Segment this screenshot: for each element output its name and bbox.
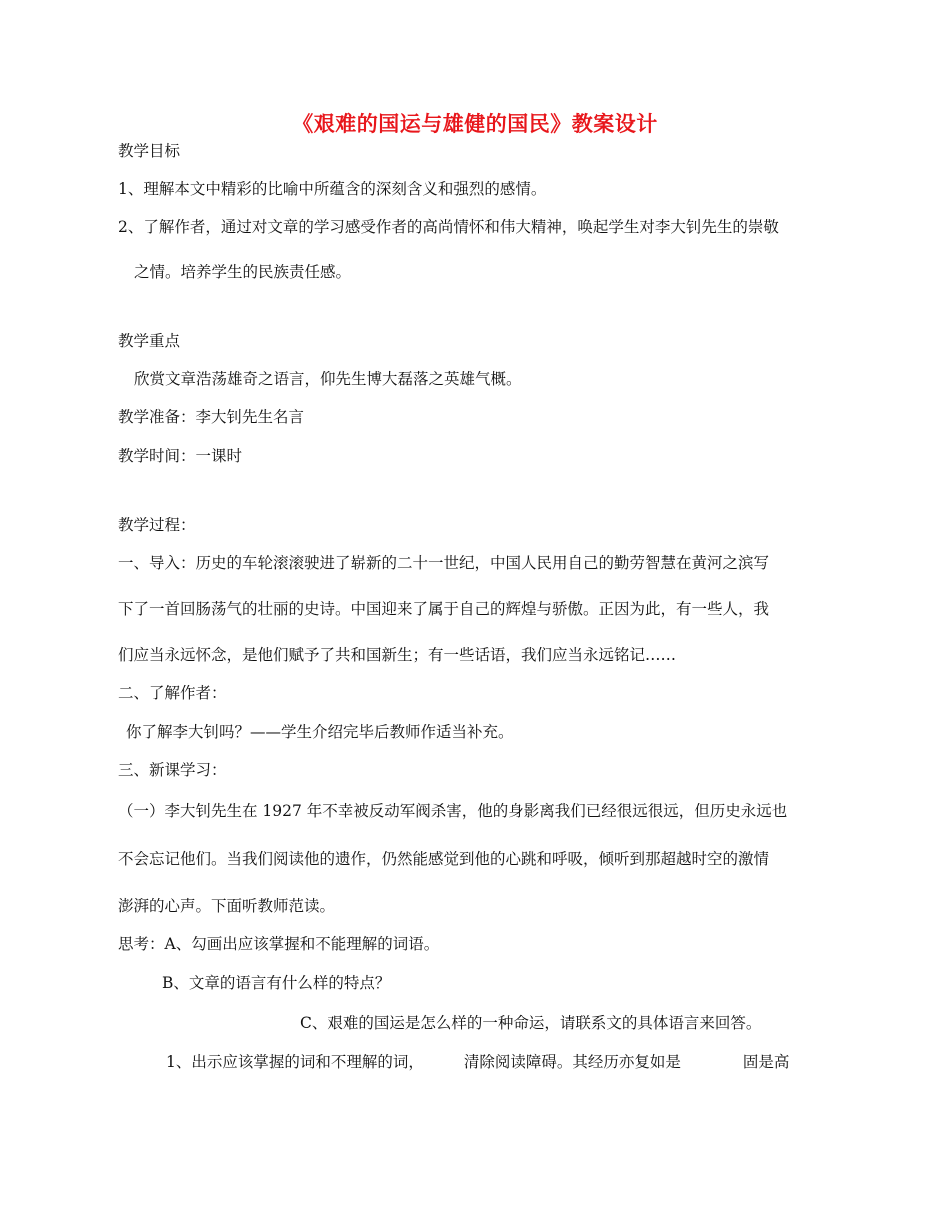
lesson-line-2: 不会忘记他们。当我们阅读他的遗作，仍然能感觉到他的心跳和呼吸，倾听到那超越时空的激情 [118, 850, 770, 868]
intro-line-3: 们应当永远怀念，是他们赋予了共和国新生；有一些话语，我们应当永远铭记…… [118, 646, 677, 664]
question-b: B、文章的语言有什么样的特点？ [162, 974, 391, 992]
objective-1: 1、理解本文中精彩的比喻中所蕴含的深刻含义和强烈的感情。 [118, 180, 547, 198]
intro-line-1: 一、导入：历史的车轮滚滚驶进了崭新的二十一世纪，中国人民用自己的勤劳智慧在黄河之滨写 [118, 554, 770, 572]
about-author-text: 你了解李大钊吗？——学生介绍完毕后教师作适当补充。 [126, 723, 514, 741]
question-c: C、艰难的国运是怎么样的一种命运，请联系文的具体语言来回答。 [300, 1014, 762, 1032]
objective-2: 2、了解作者，通过对文章的学习感受作者的高尚情怀和伟大精神，唤起学生对李大钊先生的崇敬 [118, 218, 779, 236]
duration: 教学时间：一课时 [118, 447, 243, 465]
section-heading-key-points: 教学重点 [118, 332, 181, 350]
vocabulary-part-2: 清除阅读障碍。其经历亦复如是 [463, 1053, 681, 1071]
question-a: 思考：A、勾画出应该掌握和不能理解的词语。 [118, 935, 440, 953]
vocabulary-part-1: 1、出示应该掌握的词和不理解的词， [166, 1053, 424, 1071]
objective-2-continued: 之情。培养学生的民族责任感。 [134, 263, 352, 281]
new-lesson-heading: 三、新课学习： [118, 761, 227, 779]
key-points-text: 欣赏文章浩荡雄奇之语言，仰先生博大磊落之英雄气概。 [134, 370, 522, 388]
lesson-line-3: 澎湃的心声。下面听教师范读。 [118, 897, 336, 915]
intro-line-2: 下了一首回肠荡气的壮丽的史诗。中国迎来了属于自己的辉煌与骄傲。正因为此，有一些人，我 [118, 600, 770, 618]
lesson-line-1: （一）李大钊先生在 1927 年不幸被反动军阀杀害，他的身影离我们已经很远很远，但历史永远也 [118, 802, 788, 820]
document-title: 《艰难的国运与雄健的国民》教案设计 [292, 112, 658, 136]
section-heading-objectives: 教学目标 [118, 142, 181, 160]
section-heading-process: 教学过程： [118, 516, 196, 534]
about-author-heading: 二、了解作者： [118, 684, 227, 702]
vocabulary-part-3: 固是高 [742, 1053, 790, 1071]
preparation: 教学准备：李大钊先生名言 [118, 408, 305, 426]
vocabulary-line [166, 1055, 789, 1071]
